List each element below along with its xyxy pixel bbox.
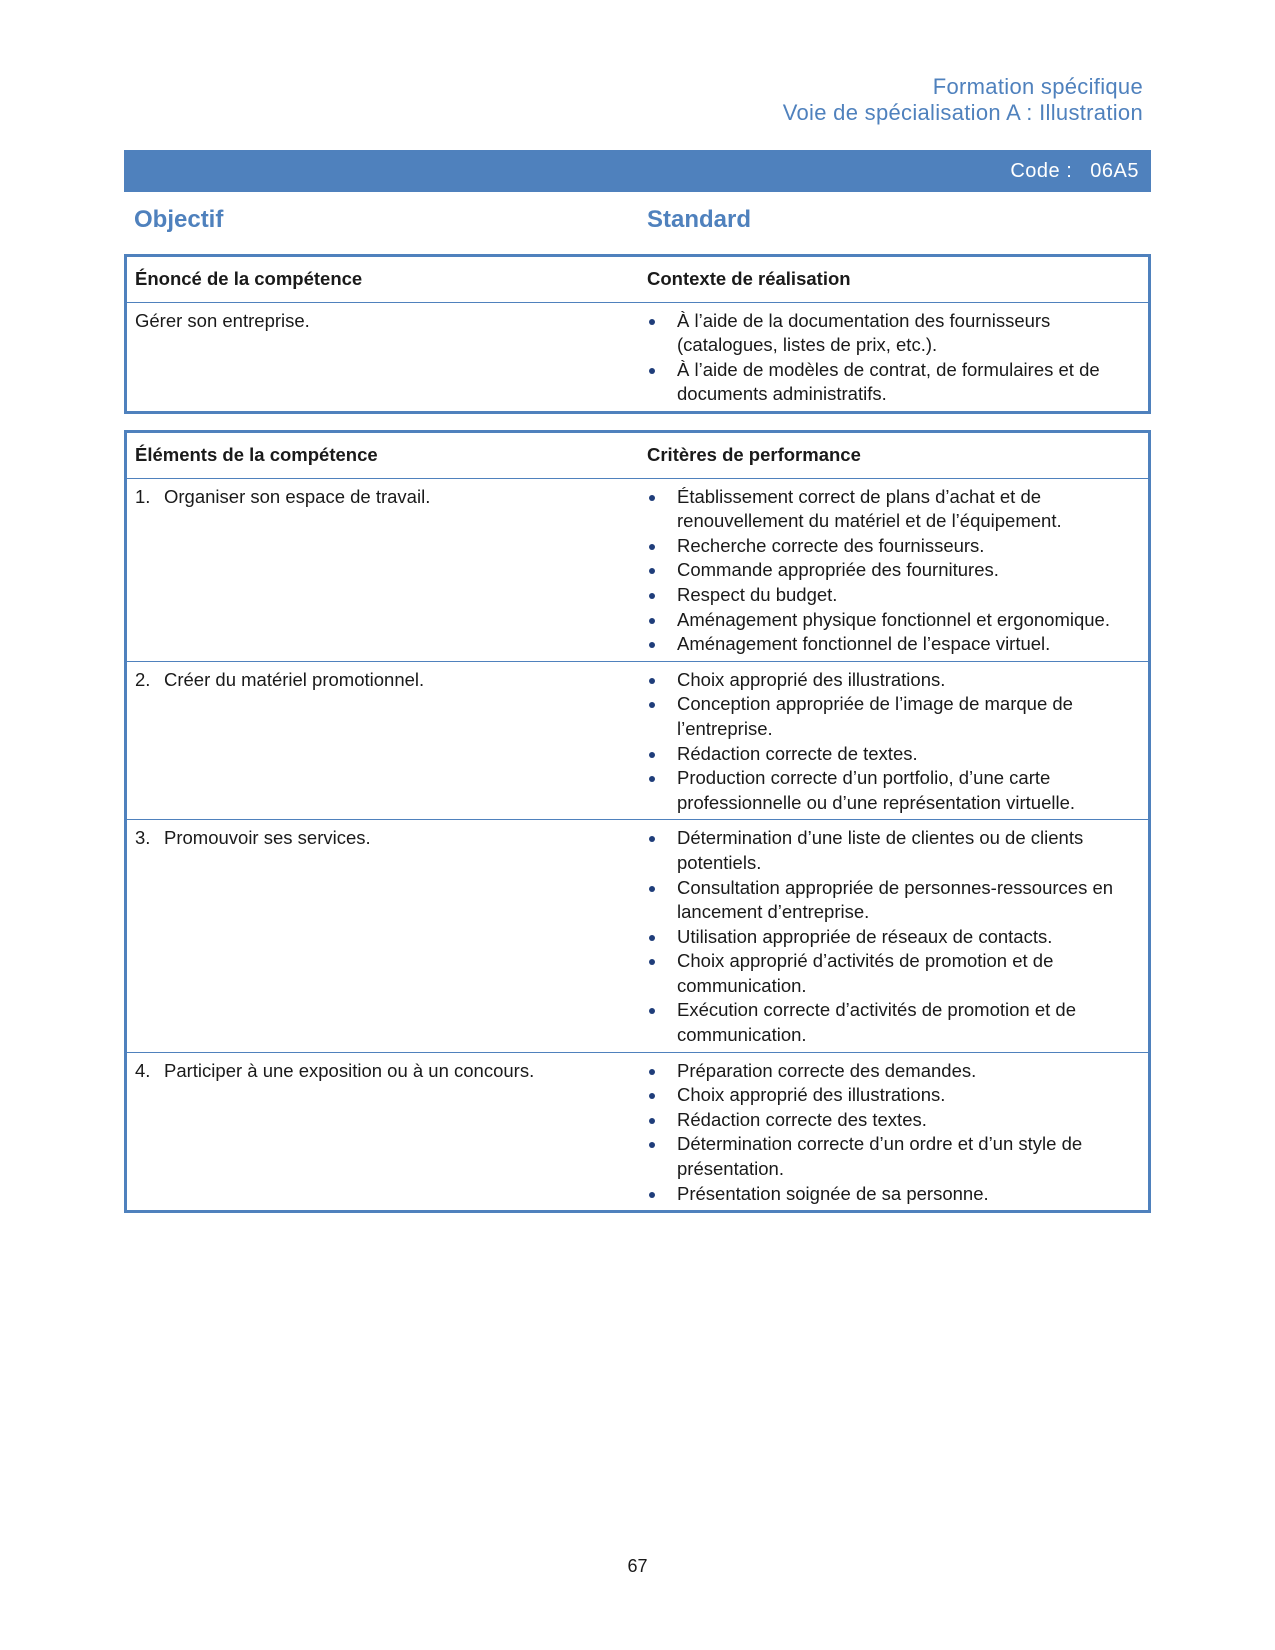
bullet-text: Choix approprié des illustrations. (677, 1084, 946, 1106)
bullet-icon (649, 678, 655, 684)
bullet-text: Préparation correcte des demandes. (677, 1059, 977, 1081)
list-item (647, 949, 1142, 998)
list-item (647, 998, 1142, 1047)
list-item (647, 608, 1142, 633)
element-number: 4. (135, 1059, 151, 1081)
code-bar (124, 150, 1151, 192)
bullet-text: À l’aide de modèles de contrat, de formulaires et de documents administratifs. (677, 358, 1100, 405)
bullet-icon (649, 618, 655, 624)
bullet-text: Présentation soignée de sa personne. (677, 1182, 989, 1204)
list-item (647, 742, 1142, 767)
criteres-cell (637, 479, 1148, 661)
table-row (127, 1052, 1148, 1211)
element-text: Promouvoir ses services. (164, 827, 371, 849)
bullet-text: Aménagement physique fonctionnel et ergonomique. (677, 608, 1110, 630)
bullet-icon (649, 1142, 655, 1148)
bullet-icon (649, 593, 655, 599)
list-item (647, 766, 1142, 815)
criteres-cell (637, 820, 1148, 1051)
bullet-icon (649, 368, 655, 374)
bullet-text: Respect du budget. (677, 583, 838, 605)
bullet-text: Conception appropriée de l’image de marque de l’entreprise. (677, 693, 1073, 739)
element-cell (127, 820, 637, 1051)
list-item (647, 632, 1142, 657)
enonce-text: Gérer son entreprise. (135, 309, 310, 331)
list-item (647, 1132, 1142, 1181)
list-item (647, 1108, 1142, 1133)
bullet-text: Recherche correcte des fournisseurs. (677, 534, 985, 556)
element-cell (127, 1053, 637, 1211)
list-item (647, 309, 1142, 358)
bullet-text: Aménagement fonctionnel de l’espace virtuel. (677, 633, 1051, 655)
bullet-text: Choix approprié d’activités de promotion et de communication. (677, 950, 1054, 996)
header-program: Formation spécifique (932, 74, 1143, 99)
list-item (647, 558, 1142, 583)
bullet-text: Choix approprié des illustrations. (677, 668, 946, 690)
bullet-text: Commande appropriée des fournitures. (677, 559, 999, 581)
col-header-enonce: Énoncé de la compétence (135, 268, 363, 289)
contexte-list (647, 309, 1142, 407)
criteres-cell (637, 1053, 1148, 1211)
section-objectif: Objectif (134, 206, 224, 233)
bullet-text: Exécution correcte d’activités de promotion et de communication. (677, 999, 1076, 1046)
bullet-icon (649, 1118, 655, 1124)
bullet-icon (649, 1008, 655, 1014)
bullet-icon (649, 495, 655, 501)
list-item (647, 1083, 1142, 1108)
bullet-icon (649, 1192, 655, 1198)
bullet-text: Détermination correcte d’un ordre et d’un style de présentation. (677, 1133, 1083, 1180)
bullet-icon (649, 836, 655, 842)
elements-table (124, 430, 1151, 1213)
list-item (647, 583, 1142, 608)
col-header-criteres: Critères de performance (647, 444, 861, 465)
element-text: Organiser son espace de travail. (164, 485, 431, 507)
contexte-cell (637, 303, 1148, 411)
bullet-text: À l’aide de la documentation des fournisseurs (catalogues, listes de prix, etc.). (677, 309, 1051, 356)
section-standard: Standard (647, 206, 752, 233)
col-header-contexte: Contexte de réalisation (647, 268, 851, 289)
element-number: 1. (135, 485, 151, 507)
table-header-row (127, 257, 1148, 302)
list-item (647, 1059, 1142, 1084)
bullet-icon (649, 886, 655, 892)
bullet-text: Rédaction correcte de textes. (677, 742, 918, 764)
list-item (647, 534, 1142, 559)
bullet-text: Rédaction correcte des textes. (677, 1108, 927, 1130)
bullet-icon (649, 702, 655, 708)
table-row (127, 661, 1148, 820)
bullet-icon (649, 1093, 655, 1099)
bullet-icon (649, 752, 655, 758)
element-cell (127, 662, 637, 820)
bullet-text: Détermination d’une liste de clientes ou de clients potentiels. (677, 827, 1084, 873)
bullet-icon (649, 319, 655, 325)
criteres-list (647, 1059, 1142, 1207)
bullet-icon (649, 544, 655, 550)
competence-table (124, 254, 1151, 414)
bullet-icon (649, 1069, 655, 1075)
list-item (647, 668, 1142, 693)
bullet-text: Production correcte d’un portfolio, d’une carte professionnelle ou d’une représentation virtuelle. (677, 767, 1076, 813)
bullet-icon (649, 959, 655, 965)
list-item (647, 876, 1142, 925)
element-cell (127, 479, 637, 661)
criteres-cell (637, 662, 1148, 820)
page-number: 67 (627, 1556, 648, 1576)
list-item (647, 826, 1142, 875)
table-header-row (127, 433, 1148, 478)
criteres-list (647, 668, 1142, 816)
list-item (647, 1182, 1142, 1207)
list-item (647, 925, 1142, 950)
bullet-text: Consultation appropriée de personnes-ressources en lancement d’entreprise. (677, 876, 1114, 923)
table-row (127, 819, 1148, 1051)
criteres-list (647, 485, 1142, 657)
element-number: 3. (135, 827, 151, 849)
bullet-icon (649, 935, 655, 941)
bullet-icon (649, 568, 655, 574)
table-row (127, 302, 1148, 411)
criteres-list (647, 826, 1142, 1047)
element-text: Participer à une exposition ou à un concours. (164, 1059, 535, 1081)
col-header-elements: Éléments de la compétence (135, 444, 378, 465)
element-text: Créer du matériel promotionnel. (164, 668, 425, 690)
list-item (647, 358, 1142, 407)
list-item (647, 692, 1142, 741)
bullet-icon (649, 776, 655, 782)
element-number: 2. (135, 668, 151, 690)
bullet-text: Établissement correct de plans d’achat et de renouvellement du matériel et de l’équipement. (677, 485, 1062, 532)
bullet-text: Utilisation appropriée de réseaux de contacts. (677, 925, 1053, 947)
document-header (783, 74, 1143, 126)
bullet-icon (649, 642, 655, 648)
code-label: Code : (1010, 159, 1073, 182)
table-row (127, 478, 1148, 661)
header-specialization: Voie de spécialisation A : Illustration (782, 100, 1143, 125)
code-value: 06A5 (1090, 159, 1139, 182)
list-item (647, 485, 1142, 534)
